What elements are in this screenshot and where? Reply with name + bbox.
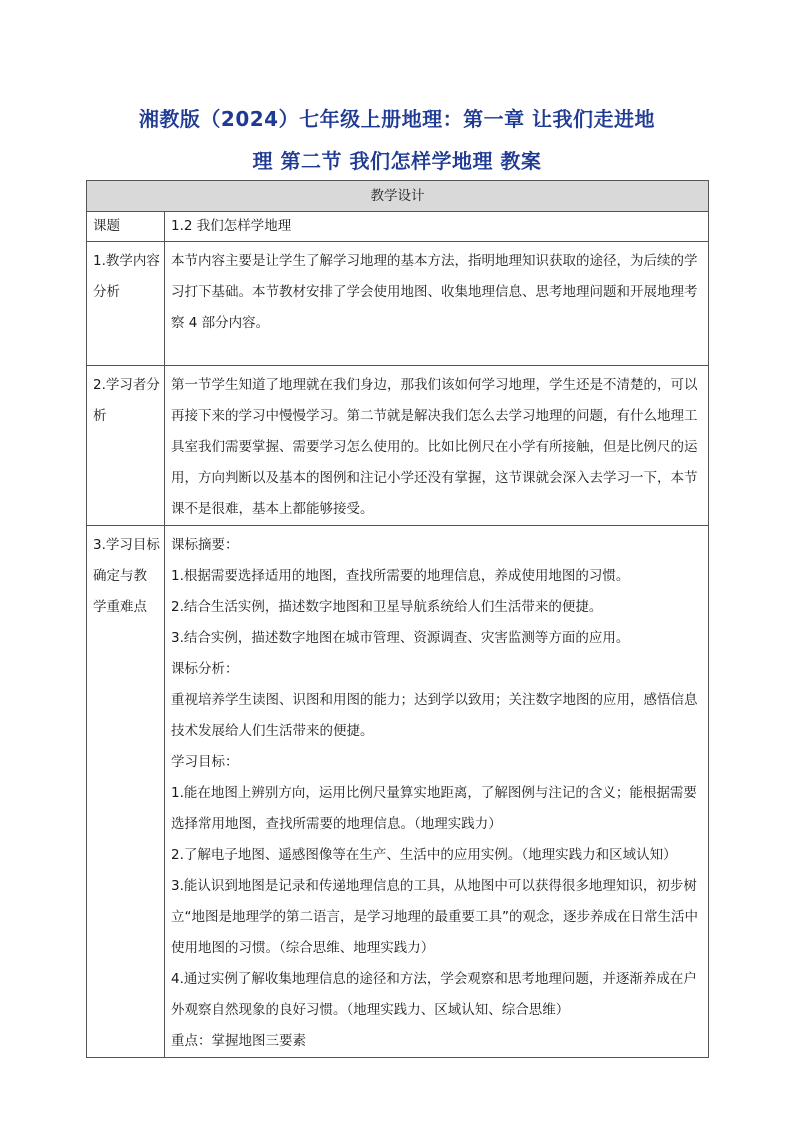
topic-value: 1.2 我们怎样学地理 [165, 212, 709, 242]
table-row [87, 242, 709, 366]
section3-line: 2.了解电子地图、遥感图像等在生产、生活中的应用实例。（地理实践力和区域认知） [171, 847, 677, 863]
section3-label: 3.学习目标确定与教学重难点 [87, 526, 165, 1058]
section3-line: 学习目标： [171, 754, 239, 770]
section3-line: 2.结合生活实例，描述数字地图和卫星导航系统给人们生活带来的便捷。 [171, 599, 603, 615]
table-row [87, 526, 709, 1058]
document-title-line-2: 理 第二节 我们怎样学地理 教案 [252, 149, 542, 173]
section3-line: 3.结合实例，描述数字地图在城市管理、资源调查、灾害监测等方面的应用。 [171, 630, 630, 646]
section3-content [165, 526, 709, 1058]
table-row [87, 212, 709, 242]
section1-text: 本节内容主要是让学生了解学习地理的基本方法，指明地理知识获取的途径，为后续的学习打下基础。本节教材安排了学会使用地图、收集地理信息、思考地理问题和开展地理考察 4 部分内容。 [165, 242, 709, 366]
table-header: 教学设计 [87, 181, 709, 212]
section1-label: 1.教学内容分析 [87, 242, 165, 366]
section2-label: 2.学习者分析 [87, 366, 165, 526]
table-row [87, 366, 709, 526]
section3-line: 4.通过实例了解收集地理信息的途径和方法，学会观察和思考地理问题，并逐渐养成在户外观察自然现象的良好习惯。（地理实践力、区域认知、综合思维） [171, 971, 697, 1018]
document-title-line-1: 湘教版（2024）七年级上册地理：第一章 让我们走进地 [138, 107, 656, 131]
section3-line: 重视培养学生读图、识图和用图的能力；达到学以致用；关注数字地图的应用，感悟信息技术发展给人们生活带来的便捷。 [171, 692, 698, 739]
section3-line: 课标摘要： [171, 537, 239, 553]
section3-line: 重点：掌握地图三要素 [171, 1033, 306, 1049]
section3-line: 1.根据需要选择适用的地图，查找所需要的地理信息，养成使用地图的习惯。 [171, 568, 630, 584]
lesson-plan-table [86, 180, 709, 1058]
topic-label: 课题 [87, 212, 165, 242]
section3-line: 1.能在地图上辨别方向，运用比例尺量算实地距离，了解图例与注记的含义；能根据需要选择常用地图，查找所需要的地理信息。（地理实践力） [171, 785, 697, 832]
section3-line: 课标分析： [171, 661, 239, 677]
section2-text: 第一节学生知道了地理就在我们身边，那我们该如何学习地理，学生还是不清楚的，可以再接下来的学习中慢慢学习。第二节就是解决我们怎么去学习地理的问题，有什么地理工具室我们需要掌握、需要学习怎么使用的。比如比例尺在小学有所接触，但是比例尺的运用，方向判断以及基本的图例和注记小学还没有掌握，这节课就会深入去学习一下，本节课不是很难，基本上都能够接受。 [165, 366, 709, 526]
section3-line: 3.能认识到地图是记录和传递地理信息的工具，从地图中可以获得很多地理知识，初步树立“地图是地理学的第二语言，是学习地理的最重要工具”的观念，逐步养成在日常生活中使用地图的习惯。（综合思维、地理实践力） [171, 878, 698, 956]
